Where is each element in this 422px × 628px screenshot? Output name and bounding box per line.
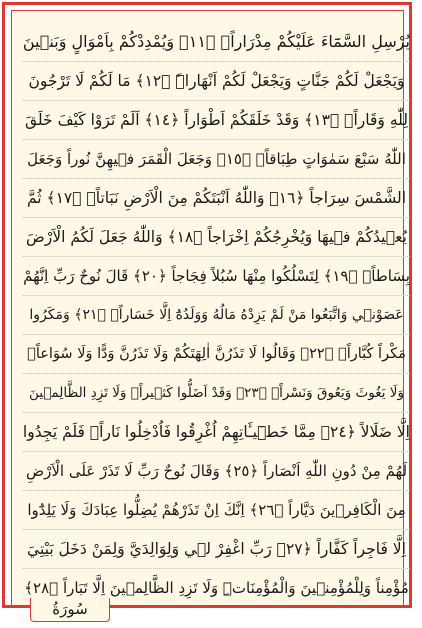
text-line: بِسَاطاًۙ ﴿١٩﴾ لِتَسْلُكُوا مِنْهَا سُبُلاً فِجَاجاً ﴿٢٠﴾ قَالَ نُوحٌ رَبِّ اِنَّهُمْ [23, 257, 410, 296]
text-line: عَصَوْن۪ي وَاتَّبَعُوا مَنْ لَمْ يَزِدْهُ مَالُهُ وَوَلَدُهُٓ اِلَّا خَسَاراًۚ ﴿٢١﴾ وَمَكَرُوا [23, 296, 410, 335]
page-border-inner [11, 10, 410, 606]
surah-footer-tab [30, 598, 110, 622]
text-line: مِنَ الْكَافِر۪ينَ دَيَّاراً ﴿٢٦﴾ اِنَّكَ اِنْ تَذَرْهُمْ يُضِلُّوا عِبَادَكَ وَلَا يَلِدُٓوا [23, 491, 410, 530]
text-line: مُؤْمِناً وَلِلْمُؤْمِن۪ينَ وَالْمُؤْمِنَاتِۜ وَلَا تَزِدِ الظَّالِم۪ينَ اِلَّا تَبَاراً ﴿٢٨﴾ [24, 579, 409, 597]
text-line: يُع۪يدُكُمْ ف۪يهَا وَيُخْرِجُكُمْ اِخْرَاجاً ﴿١٨﴾ وَاللّٰهُ جَعَلَ لَكُمُ الْاَرْضَ [23, 218, 410, 257]
text-line: وَلَا يَغُوثَ وَيَعُوقَ وَنَسْراًۚ ﴿٢٣﴾ وَقَدْ اَضَلُّوا كَث۪يراًۚ وَلَا تَزِدِ الظَّالِم۪ينَ [23, 374, 410, 413]
text-line: وَيَجْعَلْ لَكُمْ جَنَّاتٍ وَيَجْعَلْ لَكُمْ اَنْهَاراًۜ ﴿١٢﴾ مَا لَكُمْ لَا تَرْجُونَ [23, 62, 410, 101]
quran-text-block [23, 23, 410, 613]
text-line: اللّٰهُ سَبْعَ سَمٰوَاتٍ طِبَاقاًۙ ﴿١٥﴾ وَجَعَلَ الْقَمَرَ ف۪يهِنَّ نُوراً وَجَعَلَ [23, 140, 410, 179]
text-line: اِلَّا ضَلَالاً ﴿٢٤﴾ مِمَّا خَط۪ٓيـَٔاتِهِمْ اُغْرِقُوا فَاُدْخِلُوا نَاراًۙ فَلَمْ يَجِدُوا [23, 413, 410, 452]
text-line: الشَّمْسَ سِرَاجاً ﴿١٦﴾ وَاللّٰهُ اَنْبَتَكُمْ مِنَ الْاَرْضِ نَبَاتاًۙ ﴿١٧﴾ ثُمَّ [23, 179, 410, 218]
text-line: يُرْسِلِ السَّمَٓاءَ عَلَيْكُمْ مِدْرَاراًۙ ﴿١١﴾ وَيُمْدِدْكُمْ بِاَمْوَالٍ وَبَن۪ينَ [23, 23, 410, 62]
text-line: مَكْراً كُبَّاراًۚ ﴿٢٢﴾ وَقَالُوا لَا تَذَرُنَّ اٰلِهَتَكُمْ وَلَا تَذَرُنَّ وَدًّا وَلَا سُوَاعاًۙ [23, 335, 410, 374]
text-line: اِلَّا فَاجِراً كَفَّاراً ﴿٢٧﴾ رَبِّ اغْفِرْ ل۪ي وَلِوَالِدَيَّ وَلِمَنْ دَخَلَ بَيْتِيَ [23, 530, 410, 569]
text-line: لِلّٰهِ وَقَاراًۚ ﴿١٣﴾ وَقَدْ خَلَقَكُمْ اَطْوَاراً ﴿١٤﴾ اَلَمْ تَرَوْا كَيْفَ خَلَقَ [23, 101, 410, 140]
surah-footer-label: سُورَةُ [52, 600, 88, 618]
text-line: لَهُمْ مِنْ دُونِ اللّٰهِ اَنْصَاراً ﴿٢٥﴾ وَقَالَ نُوحٌ رَبِّ لَا تَذَرْ عَلَى الْاَرْضِ [23, 452, 410, 491]
